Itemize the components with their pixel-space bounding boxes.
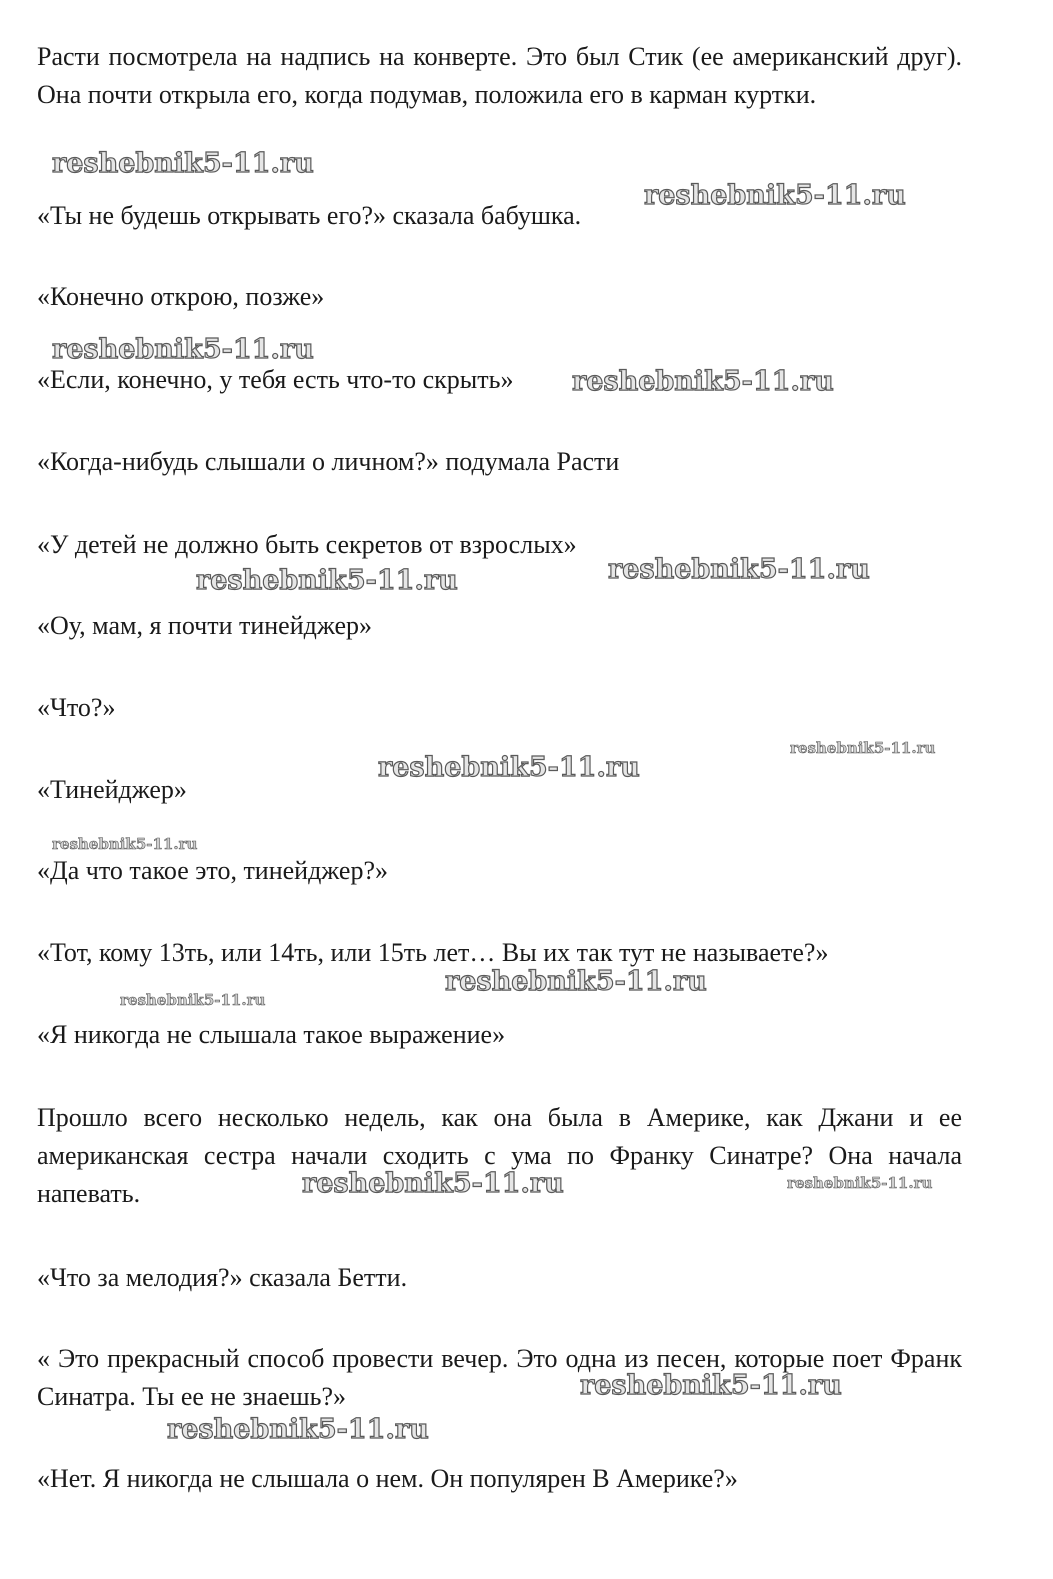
- watermark: reshebnik5-11.ru: [52, 835, 198, 853]
- watermark: reshebnik5-11.ru: [52, 334, 314, 365]
- watermark: reshebnik5-11.ru: [167, 1414, 429, 1445]
- watermark: reshebnik5-11.ru: [378, 752, 640, 783]
- paragraph-13: Прошло всего несколько недель, как она была в Америке, как Джани и ее американская сестра начали сходить с ума по Франку Синатре? Она начала напевать.: [37, 1103, 962, 1208]
- watermark: reshebnik5-11.ru: [787, 1174, 933, 1192]
- watermark: reshebnik5-11.ru: [120, 991, 266, 1009]
- watermark: reshebnik5-11.ru: [445, 966, 707, 997]
- paragraph-3: «Конечно открою, позже»: [37, 282, 325, 311]
- watermark: reshebnik5-11.ru: [644, 180, 906, 211]
- paragraph-10: «Да что такое это, тинейджер?»: [37, 856, 389, 885]
- paragraph-8: «Что?»: [37, 693, 116, 722]
- paragraph-6: «У детей не должно быть секретов от взрослых»: [37, 530, 577, 559]
- paragraph-5: «Когда-нибудь слышали о личном?» подумала Расти: [37, 447, 620, 476]
- watermark: reshebnik5-11.ru: [580, 1370, 842, 1401]
- watermark: reshebnik5-11.ru: [790, 739, 936, 757]
- watermark: reshebnik5-11.ru: [572, 366, 834, 397]
- paragraph-1: Расти посмотрела на надпись на конверте. Это был Стик (ее американский друг). Она почти открыла его, когда подумав, положила его в карман куртки.: [37, 42, 962, 109]
- paragraph-12: «Я никогда не слышала такое выражение»: [37, 1020, 506, 1049]
- paragraph-2: «Ты не будешь открывать его?» сказала бабушка.: [37, 201, 582, 230]
- paragraph-4: «Если, конечно, у тебя есть что-то скрыть»: [37, 365, 514, 394]
- watermark: reshebnik5-11.ru: [196, 565, 458, 596]
- paragraph-14: «Что за мелодия?» сказала Бетти.: [37, 1263, 408, 1292]
- paragraph-7: «Оу, мам, я почти тинейджер»: [37, 611, 373, 640]
- paragraph-16: «Нет. Я никогда не слышала о нем. Он популярен В Америке?»: [37, 1464, 738, 1493]
- paragraph-15: « Это прекрасный способ провести вечер. Это одна из песен, которые поет Франк Синатра. Ты ее не знаешь?»: [37, 1344, 962, 1411]
- paragraph-9: «Тинейджер»: [37, 775, 187, 804]
- watermark: reshebnik5-11.ru: [52, 148, 314, 179]
- paragraph-11: «Тот, кому 13ть, или 14ть, или 15ть лет… Вы их так тут не называете?»: [37, 938, 829, 967]
- watermark: reshebnik5-11.ru: [608, 554, 870, 585]
- watermark: reshebnik5-11.ru: [302, 1168, 564, 1199]
